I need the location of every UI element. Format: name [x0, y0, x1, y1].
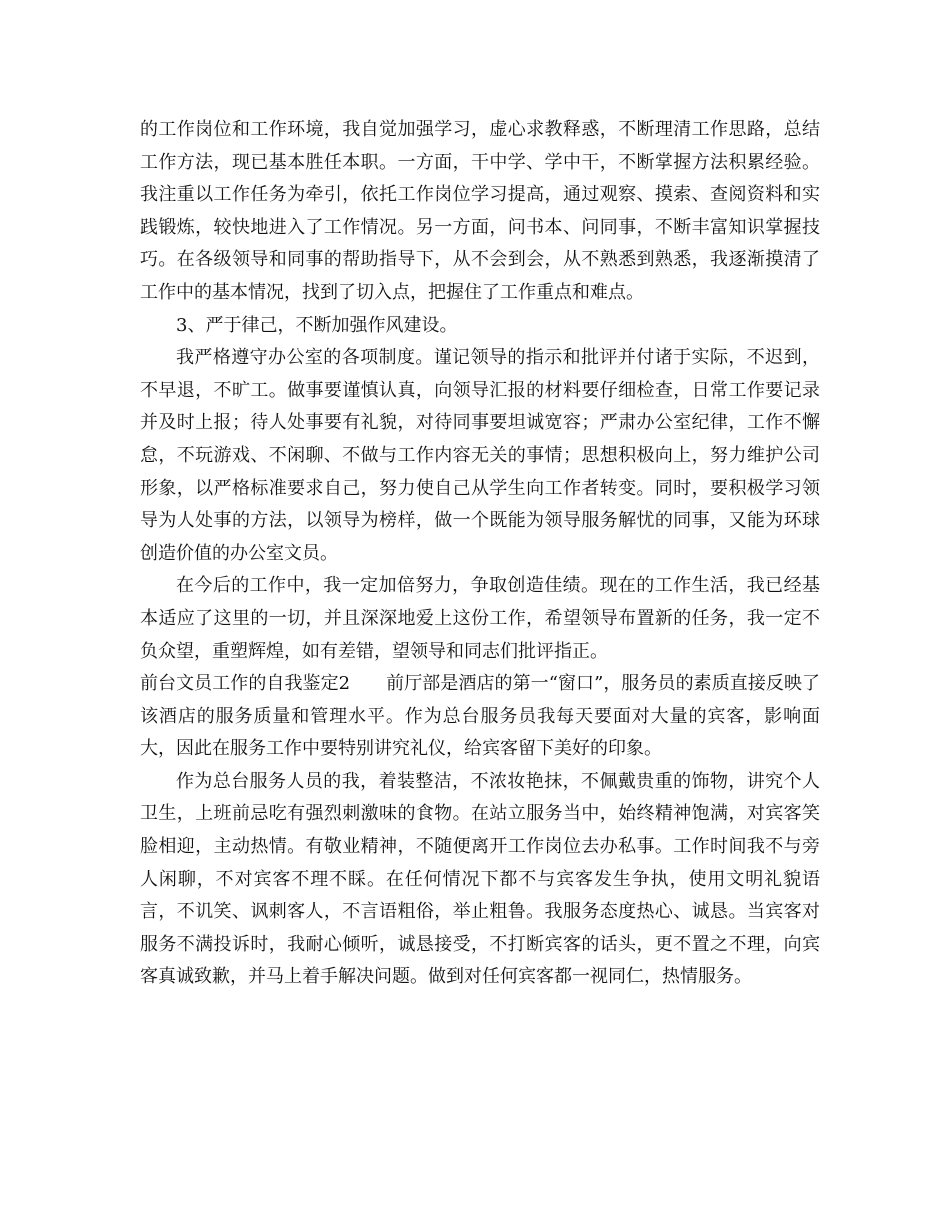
paragraph-section-3-heading: 3、严于律己，不断加强作风建设。 — [176, 314, 458, 336]
paragraph-discipline: 我严格遵守办公室的各项制度。谨记领导的指示和批评并付诸于实际，不迟到，不早退，不旷工。做事要谨慎认真，向领导汇报的材料要仔细检查，日常工作要记录并及时上报；待人处事要有礼貌，对待同事要坦诚宽容；严肃办公室纪律，工作不懈怠，不玩游戏、不闲聊、不做与工作内容无关的事情；思想积极向上，努力维护公司形象，以严格标准要求自己，努力使自己从学生向工作者转变。同时，要积极学习领导为人处事的方法，以领导为榜样，做一个既能为领导服务解忧的同事，又能为环球创造价值的办公室文员。 — [140, 347, 820, 564]
paragraph-future-work: 在今后的工作中，我一定加倍努力，争取创造佳绩。现在的工作生活，我已经基本适应了这里的一切，并且深深地爱上这份工作，希望领导布置新的任务，我一定不负众望，重塑辉煌，如有差错，望领导和同志们批评指正。 — [140, 575, 820, 662]
paragraph-self-assessment-2 — [140, 668, 820, 766]
paragraph-front-desk-etiquette: 作为总台服务人员的我，着装整洁，不浓妆艳抹，不佩戴贵重的饰物，讲究个人卫生，上班前忌吃有强烈刺激味的食物。在站立服务当中，始终精神饱满，对宾客笑脸相迎，主动热情。有敬业精神，不随便离开工作岗位去办私事。工作时间我不与旁人闲聊，不对宾客不理不睬。在任何情况下都不与宾客发生争执，使用文明礼貌语言，不讥笑、讽刺客人，不言语粗俗，举止粗鲁。我服务态度热心、诚恳。当宾客对服务不满投诉时，我耐心倾听，诚恳接受，不打断宾客的话头，更不置之不理，向宾客真诚致歉，并马上着手解决问题。做到对任何宾客都一视同仁，热情服务。 — [140, 770, 820, 988]
paragraph-work-learning: 的工作岗位和工作环境，我自觉加强学习，虚心求教释惑，不断理清工作思路，总结工作方法，现已基本胜任本职。一方面，干中学、学中干，不断掌握方法积累经验。我注重以工作任务为牵引，依托工作岗位学习提高，通过观察、摸索、查阅资料和实践锻炼，较快地进入了工作情况。另一方面，问书本、问同事，不断丰富知识掌握技巧。在各级领导和同事的帮助指导下，从不会到会，从不熟悉到熟悉，我逐渐摸清了工作中的基本情况，找到了切入点，把握住了工作重点和难点。 — [140, 119, 820, 303]
document-body — [140, 114, 820, 994]
paragraph-front-office-text: 前厅部是酒店的第一“窗口”，服务员的素质直接反映了该酒店的服务质量和管理水平。作为总台服务员我每天要面对大量的宾客，影响面大，因此在服务工作中要特别讲究礼仪，给宾客留下美好的印象。 — [140, 673, 820, 760]
section-heading-self-assessment-2: 前台文员工作的自我鉴定2 — [140, 673, 351, 695]
